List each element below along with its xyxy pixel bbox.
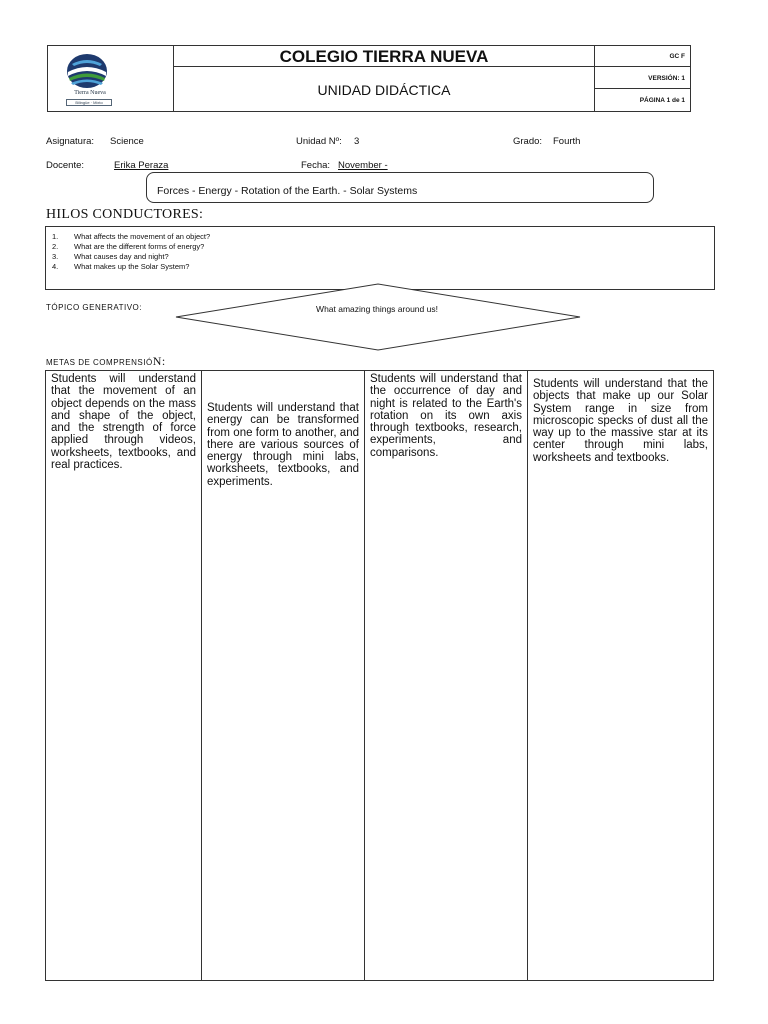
hilos-title: HILOS CONDUCTORES: [46,207,204,222]
metas-table [45,370,714,981]
unidad-label: Unidad Nº: [296,136,342,147]
school-title: COLEGIO TIERRA NUEVA [173,45,595,67]
metas-column-2: Students will understand that energy can be transformed from one form to another, and there are various sources of energy through mini labs, worksheets, textbooks, and experiments. [201,370,365,981]
asignatura-label: Asignatura: [46,136,95,147]
topico-diamond-shape [174,282,582,352]
asignatura-value: Science [110,136,144,147]
metas-column-4: Students will understand that the objects that make up our Solar System range in size from microscopic specks of dust all the way up to the massive star at its center through mini labs, worksheets and textbooks. [527,370,714,981]
hilos-question: 3. What causes day and night? [52,252,169,261]
grado-label: Grado: [513,136,543,147]
docente-label: Docente: [46,160,85,171]
document-subtitle: UNIDAD DIDÁCTICA [173,66,595,112]
metas-column-3: Students will understand that the occurrence of day and night is related to the Earth's rotation on its own axis through textbooks, research, experiments, and comparisons. [364,370,528,981]
fecha-value: November - [338,160,388,171]
document-page: PÁGINA 1 de 1 [594,88,691,112]
topico-label: TÓPICO GENERATIVO: [46,303,142,312]
hilos-question: 4. What makes up the Solar System? [52,262,190,271]
hilos-questions-box [45,226,715,290]
topico-text: What amazing things around us! [316,304,438,314]
metas-label: METAS DE COMPRENSIÓN: [46,354,166,368]
document-version: VERSIÓN: 1 [594,66,691,89]
unidad-value: 3 [354,136,360,147]
hilos-question: 1. What affects the movement of an object? [52,232,211,241]
logo-cell [47,45,174,112]
document-header [47,45,691,112]
fecha-label: Fecha: [301,160,331,171]
docente-value: Erika Peraza [114,160,169,171]
metas-column-1: Students will understand that the movement of an object depends on the mass and shape of the object, and the strength of force applied through videos, worksheets, textbooks, and real practices. [45,370,202,981]
unit-topics-box: Forces - Energy - Rotation of the Earth. - Solar Systems [146,172,654,203]
hilos-question: 2. What are the different forms of energy? [52,242,205,251]
document-code: GC F [594,45,691,67]
logo-tagline: Bilingüe · Mixto [66,99,112,106]
grado-value: Fourth [553,136,581,147]
school-logo-icon [62,52,112,90]
logo-name: Tierra Nueva [74,90,106,96]
